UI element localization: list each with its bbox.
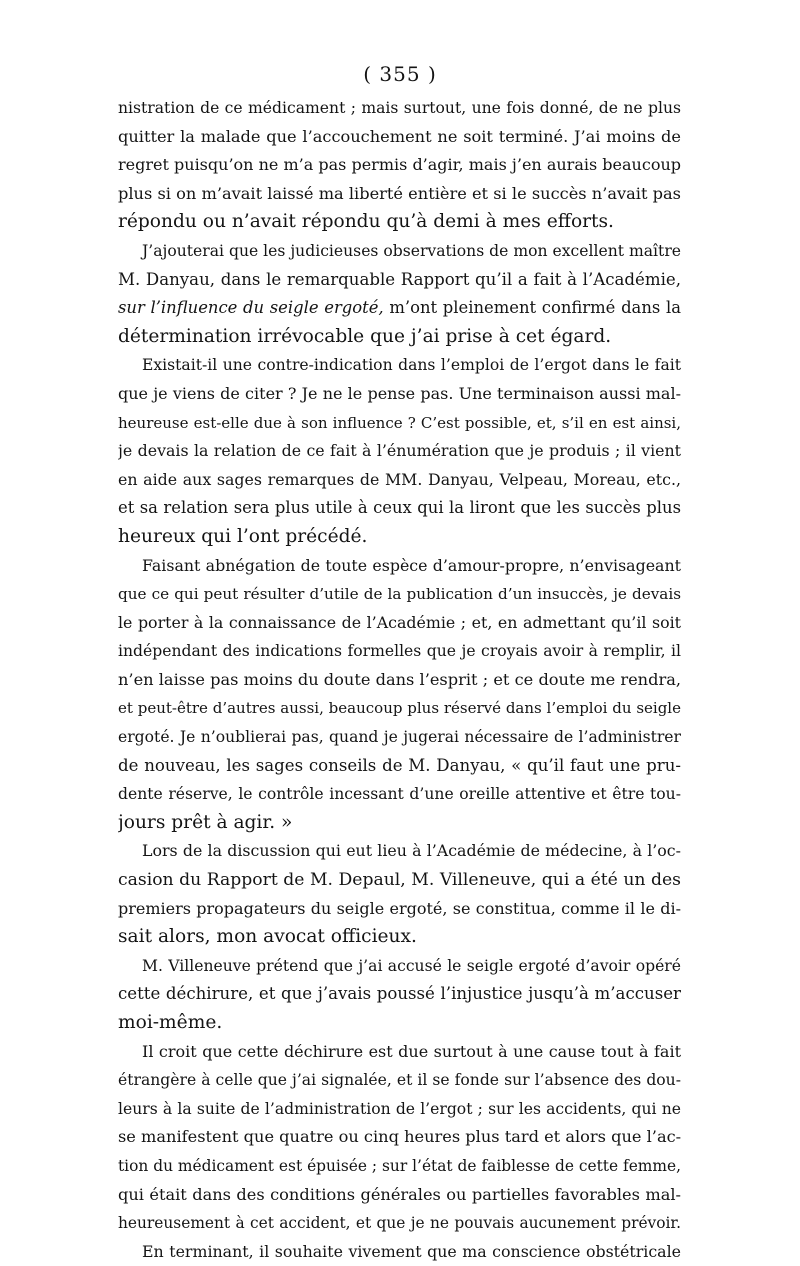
- line-text: heureux qui l’ont précédé.: [118, 525, 368, 547]
- text-line: [118, 780, 681, 809]
- line-text: ergoté. Je n’oublierai pas, quand je jugerai nécessaire de l’administrer: [118, 728, 681, 747]
- text-line: [118, 351, 681, 380]
- line-text: jours prêt à agir. »: [118, 811, 293, 833]
- line-text: plus si on m’avait laissé ma liberté entière et si le succès n’avait pas: [118, 183, 681, 203]
- line-text: que ce qui peut résulter d’utile de la publication d’un insuccès, je devais: [118, 585, 681, 604]
- text-line: [118, 437, 681, 466]
- text-line: [118, 952, 681, 981]
- text-line: [118, 1066, 681, 1095]
- text-line: [118, 294, 681, 323]
- line-text: Lors de la discussion qui eut lieu à l’Académie de médecine, à l’oc-: [142, 841, 681, 861]
- line-text: et peut-être d’autres aussi, beaucoup plus réservé dans l’emploi du seigle: [118, 699, 681, 718]
- line-text: nistration de ce médicament ; mais surtout, une fois donné, de ne plus: [118, 99, 681, 117]
- text-line: [118, 1209, 681, 1238]
- text-line: [118, 637, 681, 666]
- text-line: [118, 609, 681, 638]
- italic-title: sur l’influence du seigle ergoté,: [118, 298, 384, 318]
- text-line: [118, 1181, 681, 1210]
- line-text: détermination irrévocable que j’ai prise à cet égard.: [118, 325, 612, 347]
- line-text: étrangère à celle que j’ai signalée, et il se fonde sur l’absence des dou-: [118, 1071, 681, 1090]
- line-text: sait alors, mon avocat officieux.: [118, 926, 417, 948]
- line-text: en aide aux sages remarques de MM. Danyau, Velpeau, Moreau, etc.,: [118, 469, 681, 489]
- line-text: dente réserve, le contrôle incessant d’une oreille attentive et être tou-: [118, 785, 681, 804]
- line-text: quitter la malade que l’accouchement ne soit terminé. J’ai moins de: [118, 126, 681, 146]
- text-line: [118, 1123, 681, 1152]
- text-line: [118, 494, 681, 523]
- text-line: [118, 723, 681, 752]
- text-line: [118, 666, 681, 695]
- text-line: [118, 866, 681, 895]
- text-line: [118, 323, 681, 352]
- line-text: qui était dans des conditions générales ou partielles favorables mal-: [118, 1184, 681, 1204]
- text-line: [118, 94, 681, 123]
- text-line: [118, 180, 681, 209]
- text-line: [118, 1095, 681, 1124]
- body-text: [118, 94, 681, 1266]
- line-text: En terminant, il souhaite vivement que ma conscience obstétricale: [142, 1241, 681, 1261]
- text-line: [118, 552, 681, 581]
- line-text: cette déchirure, et que j’avais poussé l’injustice jusqu’à m’accuser: [118, 984, 681, 1004]
- page-number: ( 355 ): [363, 62, 437, 86]
- line-text: se manifestent que quatre ou cinq heures plus tard et alors que l’ac-: [118, 1127, 681, 1147]
- text-line: [118, 694, 681, 723]
- line-text: moi-même.: [118, 1012, 223, 1033]
- line-text: tion du médicament est épuisée ; sur l’état de faiblesse de cette femme,: [118, 1156, 681, 1175]
- text-line: [118, 380, 681, 409]
- line-text: Existait-il une contre-indication dans l’emploi de l’ergot dans le fait: [142, 356, 681, 375]
- line-text: heureusement à cet accident, et que je ne pouvais aucunement prévoir.: [118, 1214, 681, 1233]
- line-text: leurs à la suite de l’administration de l’ergot ; sur les accidents, qui ne: [118, 1099, 681, 1118]
- text-line: [118, 1152, 681, 1181]
- line-text: Faisant abnégation de toute espèce d’amour-propre, n’envisageant: [142, 555, 681, 575]
- text-line: [118, 580, 681, 609]
- line-text: heureuse est-elle due à son influence ? C’est possible, et, s’il en est ainsi,: [118, 413, 681, 432]
- text-line: [118, 1009, 681, 1038]
- text-line: [118, 123, 681, 152]
- text-line: [118, 466, 681, 495]
- line-text: répondu ou n’avait répondu qu’à demi à mes efforts.: [118, 211, 614, 233]
- line-text: et sa relation sera plus utile à ceux qui la liront que les succès plus: [118, 498, 681, 518]
- line-text: casion du Rapport de M. Depaul, M. Villeneuve, qui a été un des: [118, 870, 681, 891]
- text-line: [118, 809, 681, 838]
- text-line: [118, 923, 681, 952]
- line-text: que je viens de citer ? Je ne le pense pas. Une terminaison aussi mal-: [118, 383, 681, 403]
- text-line: [118, 980, 681, 1009]
- text-line: [118, 837, 681, 866]
- line-text: M. Danyau, dans le remarquable Rapport qu’il a fait à l’Académie,: [118, 269, 681, 289]
- line-text: M. Villeneuve prétend que j’ai accusé le seigle ergoté d’avoir opéré: [142, 956, 681, 975]
- text-line: [118, 151, 681, 180]
- line-text: J’ajouterai que les judicieuses observations de mon excellent maître: [142, 241, 681, 260]
- text-line: [118, 208, 681, 237]
- text-line: [118, 409, 681, 438]
- text-line: [118, 523, 681, 552]
- text-line: [118, 895, 681, 924]
- line-text: premiers propagateurs du seigle ergoté, se constitua, comme il le di-: [118, 898, 681, 918]
- text-line: [118, 237, 681, 266]
- text-line: [118, 752, 681, 781]
- line-text: le porter à la connaissance de l’Académie ; et, en admettant qu’il soit: [118, 612, 681, 632]
- line-text: regret puisqu’on ne m’a pas permis d’agir, mais j’en aurais beaucoup: [118, 155, 681, 175]
- line-text: Il croit que cette déchirure est due surtout à une cause tout à fait: [142, 1041, 681, 1061]
- line-text: je devais la relation de ce fait à l’énumération que je produis ; il vient: [118, 441, 681, 461]
- line-text: indépendant des indications formelles que je croyais avoir à remplir, il: [118, 642, 681, 661]
- line-text: m’ont pleinement confirmé dans la: [383, 298, 681, 318]
- text-line: [118, 1038, 681, 1067]
- line-text: de nouveau, les sages conseils de M. Danyau, « qu’il faut une pru-: [118, 755, 681, 775]
- text-line: [118, 266, 681, 295]
- line-text: n’en laisse pas moins du doute dans l’esprit ; et ce doute me rendra,: [118, 669, 681, 689]
